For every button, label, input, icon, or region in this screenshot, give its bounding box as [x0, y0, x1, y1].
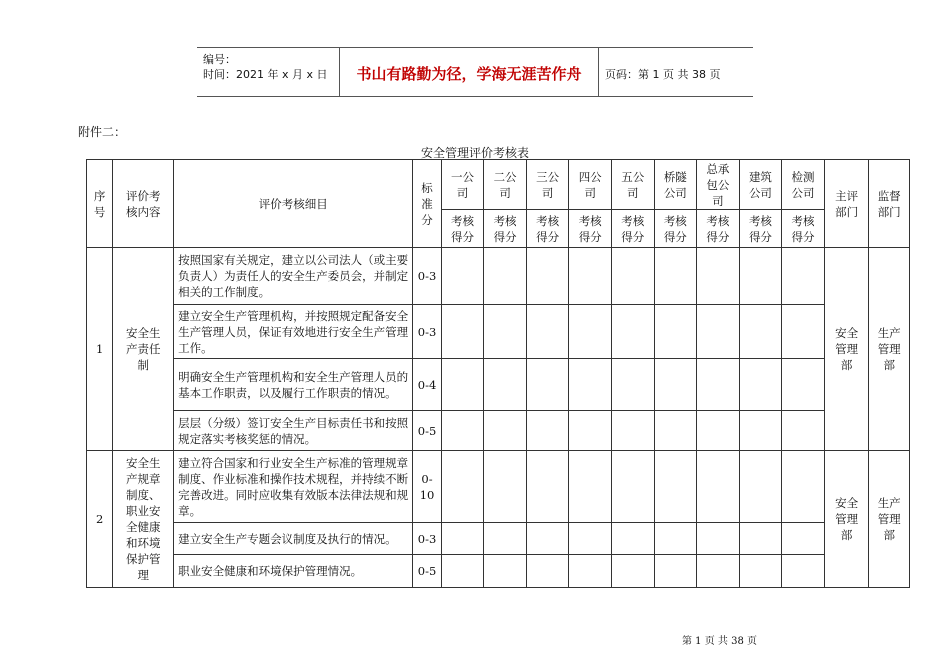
- company-header: 建筑 公司: [739, 160, 782, 210]
- col-seq-header: 序 号: [87, 160, 113, 248]
- company-score-cell[interactable]: [569, 523, 612, 555]
- company-score-cell[interactable]: [569, 451, 612, 523]
- score-subheader: 考核 得分: [611, 210, 654, 248]
- criteria-detail-cell: 建立安全生产管理机构，并按照规定配备安全生产管理人员，保证有效地进行安全生产管理工作。: [174, 305, 413, 359]
- company-score-cell[interactable]: [782, 248, 825, 305]
- company-header: 一公 司: [441, 160, 484, 210]
- section-content-cell: 安全生 产规章 制度、 职业安 全健康 和环境 保护管 理: [113, 451, 174, 588]
- company-score-cell[interactable]: [526, 359, 569, 411]
- company-score-cell[interactable]: [739, 411, 782, 451]
- company-score-cell[interactable]: [697, 411, 740, 451]
- company-header: 四公 司: [569, 160, 612, 210]
- company-score-cell[interactable]: [484, 248, 527, 305]
- company-score-cell[interactable]: [782, 359, 825, 411]
- criteria-detail-cell: 建立符合国家和行业安全生产标准的管理规章制度、作业标准和操作技术规程，并持续不断完善改进。同时应收集有效版本法律法规和规章。: [174, 451, 413, 523]
- col-main-dept-header: 主评 部门: [824, 160, 869, 248]
- criteria-detail-cell: 职业安全健康和环境保护管理情况。: [174, 555, 413, 588]
- supervise-dept-cell: 生产 管理 部: [869, 248, 910, 451]
- table-row: [87, 411, 910, 451]
- company-score-cell[interactable]: [654, 555, 697, 588]
- company-header: 五公 司: [611, 160, 654, 210]
- company-header: 总承 包公 司: [697, 160, 740, 210]
- company-score-cell[interactable]: [782, 555, 825, 588]
- criteria-detail-cell: 明确安全生产管理机构和安全生产管理人员的基本工作职责，以及履行工作职责的情况。: [174, 359, 413, 411]
- standard-score-cell: 0-4: [413, 359, 441, 411]
- company-score-cell[interactable]: [441, 248, 484, 305]
- section-seq-cell: 2: [87, 451, 113, 588]
- company-header: 二公 司: [484, 160, 527, 210]
- company-score-cell[interactable]: [441, 451, 484, 523]
- score-subheader: 考核 得分: [654, 210, 697, 248]
- company-score-cell[interactable]: [611, 411, 654, 451]
- score-subheader: 考核 得分: [697, 210, 740, 248]
- company-score-cell[interactable]: [611, 555, 654, 588]
- table-title: 安全管理评价考核表: [420, 146, 529, 160]
- company-score-cell[interactable]: [782, 305, 825, 359]
- col-supervise-dept-header: 监督 部门: [869, 160, 910, 248]
- company-score-cell[interactable]: [697, 523, 740, 555]
- company-score-cell[interactable]: [697, 305, 740, 359]
- company-score-cell[interactable]: [484, 451, 527, 523]
- company-score-cell[interactable]: [441, 555, 484, 588]
- score-subheader: 考核 得分: [782, 210, 825, 248]
- company-score-cell[interactable]: [697, 555, 740, 588]
- evaluation-table: [86, 159, 910, 588]
- table-row: [87, 523, 910, 555]
- col-detail-header: 评价考核细目: [174, 160, 413, 248]
- company-score-cell[interactable]: [782, 523, 825, 555]
- standard-score-cell: 0-3: [413, 305, 441, 359]
- company-score-cell[interactable]: [484, 411, 527, 451]
- company-score-cell[interactable]: [697, 451, 740, 523]
- company-score-cell[interactable]: [654, 359, 697, 411]
- section-content-cell: 安全生 产责任 制: [113, 248, 174, 451]
- document-header: [197, 47, 753, 97]
- table-row: [87, 555, 910, 588]
- table-row: [87, 359, 910, 411]
- score-subheader: 考核 得分: [739, 210, 782, 248]
- company-score-cell[interactable]: [739, 305, 782, 359]
- header-page-cell: [599, 48, 753, 96]
- company-score-cell[interactable]: [441, 359, 484, 411]
- document-number-label: 编号：: [203, 53, 236, 66]
- company-score-cell[interactable]: [697, 359, 740, 411]
- company-score-cell[interactable]: [654, 248, 697, 305]
- company-score-cell[interactable]: [569, 305, 612, 359]
- section-seq-cell: 1: [87, 248, 113, 451]
- company-score-cell[interactable]: [654, 523, 697, 555]
- company-score-cell[interactable]: [569, 411, 612, 451]
- company-score-cell[interactable]: [654, 451, 697, 523]
- main-dept-cell: 安全 管理 部: [824, 451, 869, 588]
- company-header: 桥隧 公司: [654, 160, 697, 210]
- header-motto: 书山有路勤为径，学海无涯苦作舟: [356, 65, 582, 83]
- header-page-number: 页码：第 1 页 共 38 页: [605, 68, 721, 81]
- company-score-cell[interactable]: [611, 523, 654, 555]
- header-info-cell: [197, 48, 340, 96]
- company-score-cell[interactable]: [484, 305, 527, 359]
- company-header: 检测 公司: [782, 160, 825, 210]
- company-score-cell[interactable]: [569, 248, 612, 305]
- criteria-detail-cell: 按照国家有关规定，建立以公司法人（或主要负责人）为责任人的安全生产委员会，并制定相关的工作制度。: [174, 248, 413, 305]
- header-motto-cell: [340, 48, 599, 96]
- score-subheader: 考核 得分: [569, 210, 612, 248]
- main-dept-cell: 安全 管理 部: [824, 248, 869, 451]
- company-score-cell[interactable]: [611, 248, 654, 305]
- standard-score-cell: 0-3: [413, 523, 441, 555]
- company-score-cell[interactable]: [484, 555, 527, 588]
- company-score-cell[interactable]: [484, 523, 527, 555]
- standard-score-cell: 0-5: [413, 411, 441, 451]
- col-content-header: 评价考 核内容: [113, 160, 174, 248]
- company-score-cell[interactable]: [697, 248, 740, 305]
- company-score-cell[interactable]: [739, 451, 782, 523]
- company-score-cell[interactable]: [611, 305, 654, 359]
- table-row: [87, 451, 910, 523]
- company-score-cell[interactable]: [739, 248, 782, 305]
- company-score-cell[interactable]: [569, 359, 612, 411]
- company-header: 三公 司: [526, 160, 569, 210]
- company-score-cell[interactable]: [739, 359, 782, 411]
- company-score-cell[interactable]: [782, 411, 825, 451]
- standard-score-cell: 0- 10: [413, 451, 441, 523]
- company-score-cell[interactable]: [611, 451, 654, 523]
- company-score-cell[interactable]: [441, 523, 484, 555]
- company-score-cell[interactable]: [484, 359, 527, 411]
- score-subheader: 考核 得分: [441, 210, 484, 248]
- score-subheader: 考核 得分: [484, 210, 527, 248]
- company-score-cell[interactable]: [526, 305, 569, 359]
- attachment-label: 附件二：: [78, 125, 127, 139]
- standard-score-cell: 0-3: [413, 248, 441, 305]
- page-footer: 第 1 页 共 38 页: [682, 636, 757, 647]
- table-row: [87, 248, 910, 305]
- col-score-header: 标 准 分: [413, 160, 441, 248]
- company-score-cell[interactable]: [526, 411, 569, 451]
- criteria-detail-cell: 层层（分级）签订安全生产目标责任书和按照规定落实考核奖惩的情况。: [174, 411, 413, 451]
- company-score-cell[interactable]: [526, 451, 569, 523]
- company-score-cell[interactable]: [526, 555, 569, 588]
- table-row: [87, 305, 910, 359]
- company-score-cell[interactable]: [739, 523, 782, 555]
- company-score-cell[interactable]: [611, 359, 654, 411]
- company-score-cell[interactable]: [782, 451, 825, 523]
- standard-score-cell: 0-5: [413, 555, 441, 588]
- company-score-cell[interactable]: [739, 555, 782, 588]
- criteria-detail-cell: 建立安全生产专题会议制度及执行的情况。: [174, 523, 413, 555]
- company-score-cell[interactable]: [526, 523, 569, 555]
- company-score-cell[interactable]: [654, 411, 697, 451]
- company-score-cell[interactable]: [526, 248, 569, 305]
- company-score-cell[interactable]: [441, 305, 484, 359]
- supervise-dept-cell: 生产 管理 部: [869, 451, 910, 588]
- score-subheader: 考核 得分: [526, 210, 569, 248]
- company-score-cell[interactable]: [654, 305, 697, 359]
- company-score-cell[interactable]: [569, 555, 612, 588]
- document-date-label: 时间：2021 年 x 月 x 日: [203, 68, 328, 81]
- header-row-companies: [87, 160, 910, 210]
- company-score-cell[interactable]: [441, 411, 484, 451]
